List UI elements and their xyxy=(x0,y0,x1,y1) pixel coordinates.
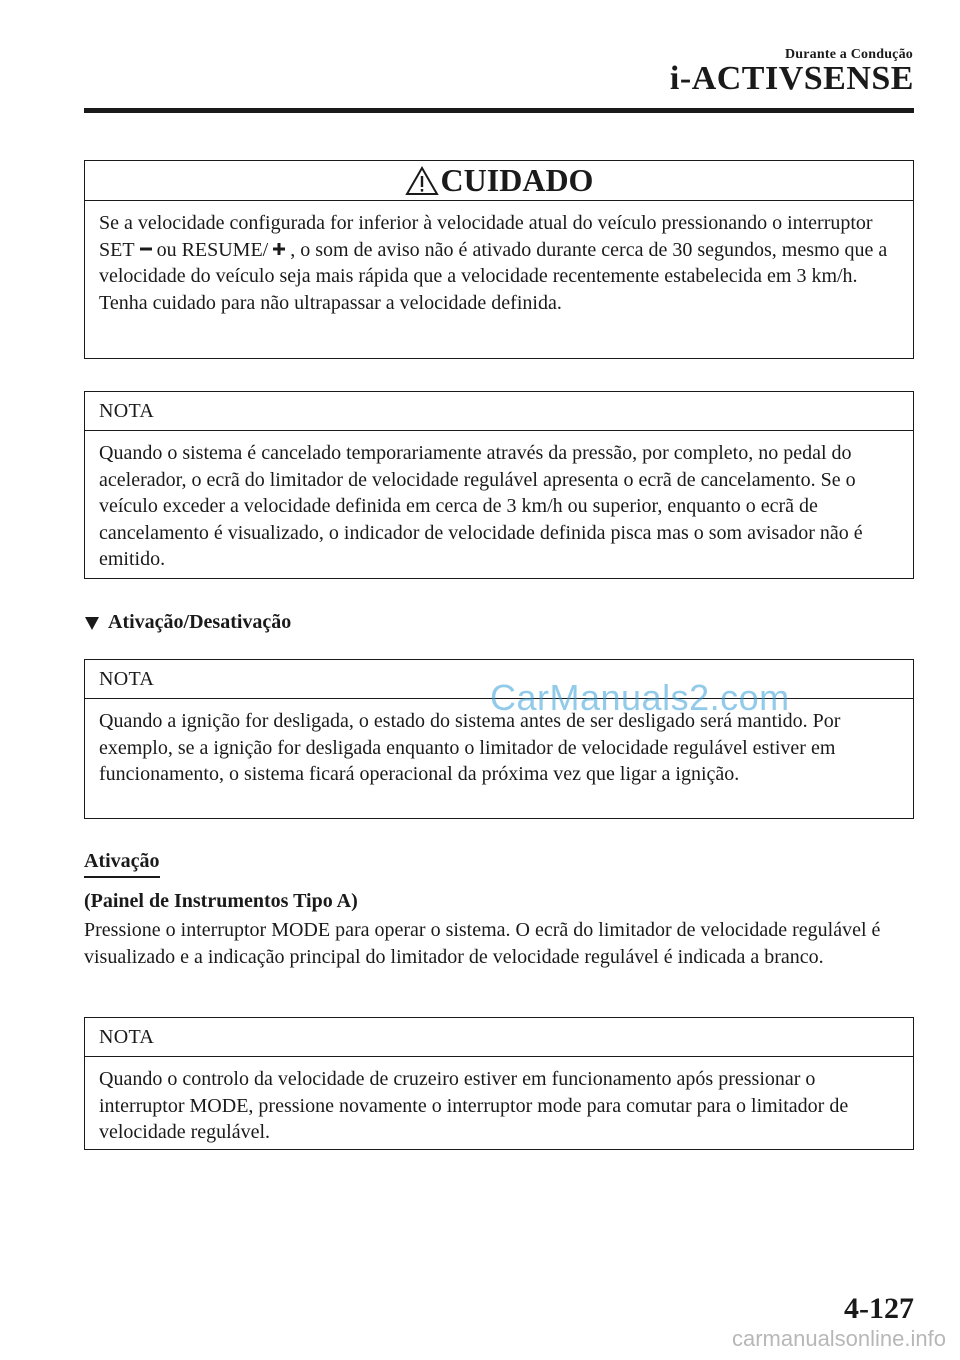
page-number: 4-127 xyxy=(844,1292,914,1325)
nota-3-header: NOTA xyxy=(85,1018,913,1057)
caution-text-part3: , o som de aviso não é ativado durante cerca de 30 segundos, mesmo que a velocidade do veículo seja mais rápida que a velocidade recentemente estabelecida em 3 km/h. Tenha cuidado para não ultrapassar a velocidade definida. xyxy=(99,238,888,314)
section-heading-text: Ativação/Desativação xyxy=(108,611,292,633)
nota-1-header: NOTA xyxy=(85,392,913,431)
nota-1-text: Quando o sistema é cancelado temporariamente através da pressão, por completo, no pedal do acelerador, o ecrã do limitador de velocidade regulável apresenta o ecrã de cancelamento. Se o veículo exceder a velocidade definida em cerca de 3 km/h ou superior, enquanto o ecrã de cancelamento é visualizado, o indicador de velocidade definida pisca mas o som avisador não é emitido. xyxy=(99,442,863,570)
footer-watermark: carmanualsonline.info xyxy=(731,1326,946,1351)
section-heading xyxy=(84,611,291,634)
header-section-label: Durante a Condução xyxy=(784,47,913,62)
sub-heading: Ativação xyxy=(84,850,160,878)
warning-triangle-icon xyxy=(405,166,439,196)
down-triangle-icon xyxy=(84,615,100,631)
nota-3-text: Quando o controlo da velocidade de cruzeiro estiver em funcionamento após pressionar o interruptor MODE, pressione novamente o interruptor mode para comutar para o limitador de velocidade regulável. xyxy=(99,1068,849,1143)
nota-2-text: Quando a ignição for desligada, o estado do sistema antes de ser desligado será mantido. Por exemplo, se a ignição for desligada enquanto o limitador de velocidade regulável estiver em funcionamento, o sistema ficará operacional da próxima vez que ligar a ignição. xyxy=(99,710,841,785)
plus-icon xyxy=(272,242,286,256)
minus-icon xyxy=(139,242,153,256)
panel-label: (Painel de Instrumentos Tipo A) xyxy=(84,890,358,912)
header-rule xyxy=(84,108,914,113)
nota-box-3 xyxy=(84,1017,914,1150)
caution-title: CUIDADO xyxy=(440,162,594,198)
nota-box-1 xyxy=(84,391,914,579)
panel-text: Pressione o interruptor MODE para operar o sistema. O ecrã do limitador de velocidade regulável é visualizado e a indicação principal do limitador de velocidade regulável é indicada a branco. xyxy=(84,919,881,968)
caution-box xyxy=(84,160,914,359)
nota-2-header: NOTA xyxy=(85,660,913,699)
caution-header xyxy=(85,161,913,201)
carmanuals-watermark: CarManuals2.com xyxy=(490,677,790,718)
caution-text-part2: ou RESUME/ xyxy=(156,238,269,261)
caution-text-part1: Se a velocidade configurada for inferior à velocidade atual do veículo pressionando o interruptor SET xyxy=(99,212,873,261)
header-title: i-ACTIVSENSE xyxy=(669,60,914,97)
caution-body xyxy=(85,201,913,316)
